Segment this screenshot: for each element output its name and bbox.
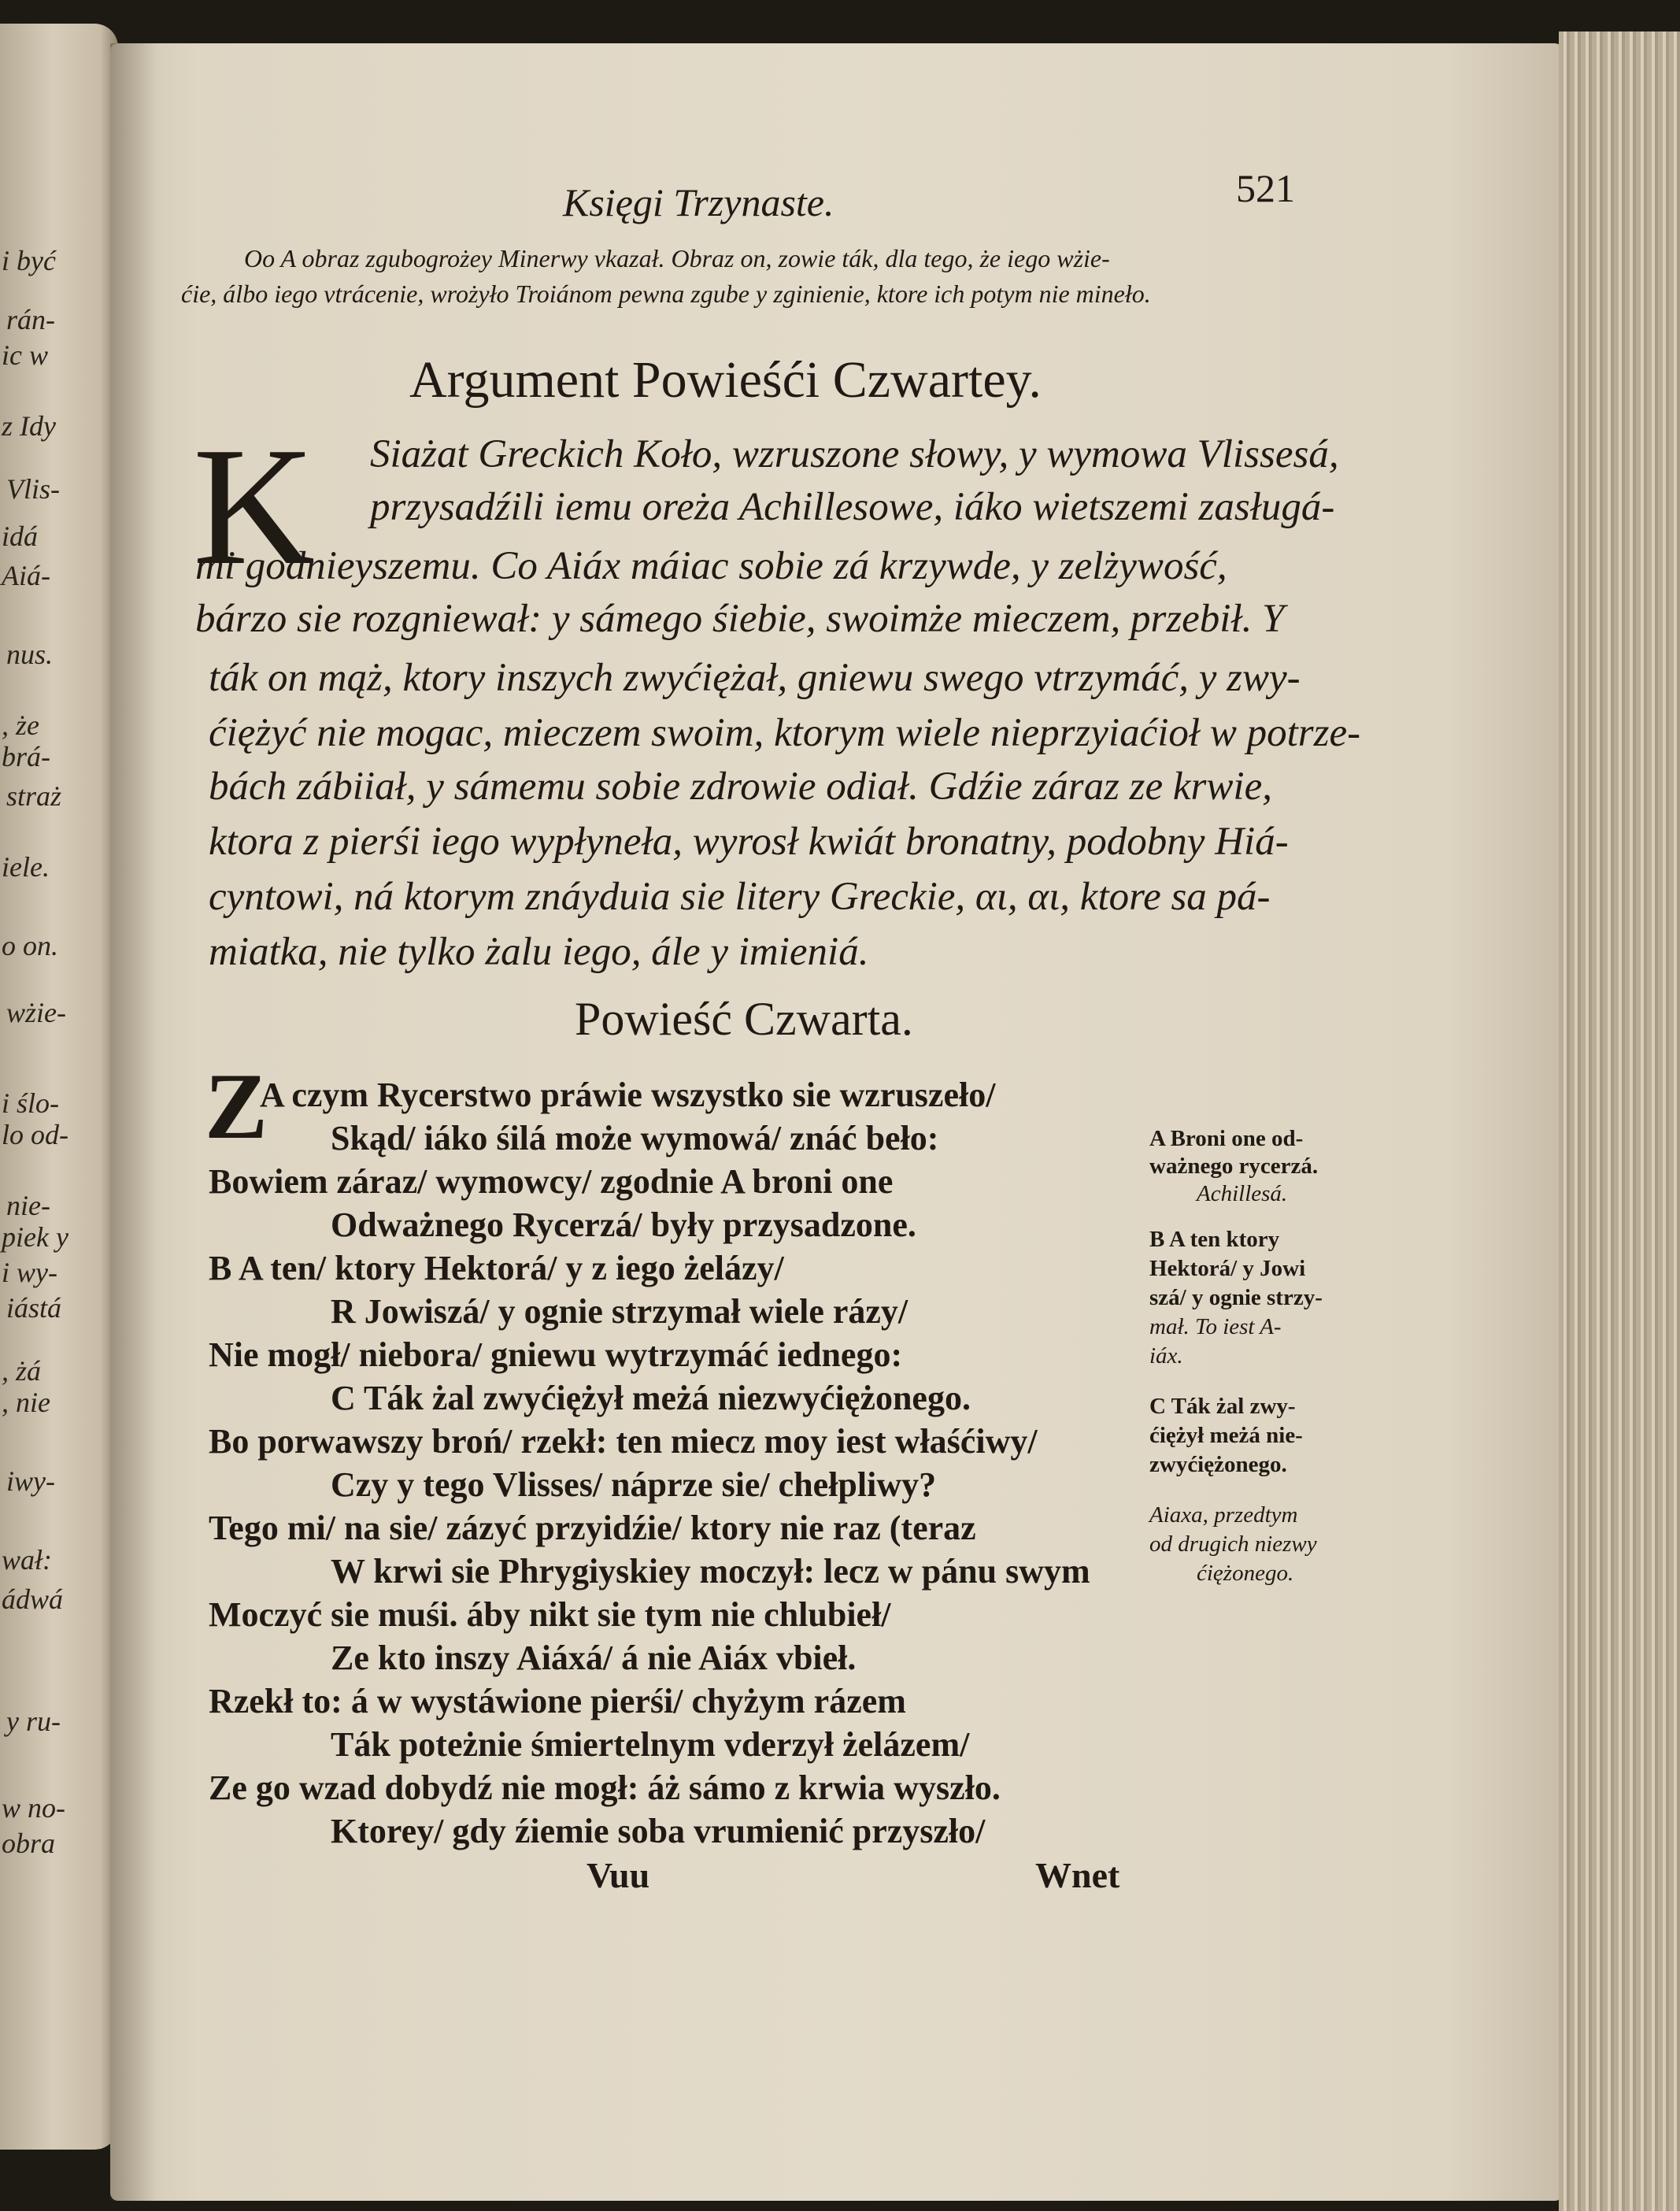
facing-page-fragment: nus. (6, 639, 54, 670)
verse-line: Moczyć sie muśi. áby nikt sie tym nie chlubieł/ (209, 1595, 891, 1634)
gloss-line: Aiaxa, przedtym (1149, 1502, 1298, 1528)
argument-line: ták on mąż, ktory inszych zwyćiężał, gniewu swego vtrzymáć, y zwy- (209, 656, 1301, 700)
gutter-shadow (110, 43, 157, 2201)
verse-line: Odważnego Rycerzá/ były przysadzone. (331, 1205, 916, 1244)
gloss-line: ćiężył meżá nie- (1149, 1423, 1303, 1448)
argument-line: Siażat Greckich Koło, wzruszone słowy, y wymowa Vlissesá, (370, 432, 1339, 476)
facing-page-fragment: w no- (2, 1792, 65, 1824)
top-note-line: ćie, álbo iego vtrácenie, wrożyło Troiánom pewna zgube y zginienie, ktore ich potym nie mineło. (181, 280, 1151, 308)
drop-cap: K (193, 412, 316, 600)
gloss-line: zwyćiężonego. (1149, 1452, 1287, 1477)
facing-page-fragment: lo od- (2, 1119, 68, 1150)
facing-page-fragment: piek y (2, 1221, 68, 1253)
argument-title: Argument Powieśći Czwartey. (409, 351, 1042, 409)
gloss-line: ważnego rycerzá. (1149, 1154, 1319, 1179)
verse-line: Ták poteżnie śmiertelnym vderzył żelázem/ (331, 1725, 970, 1764)
catchword: Wnet (1035, 1855, 1120, 1895)
verse-line: Czy y tego Vlisses/ náprze sie/ chełpliwy? (331, 1465, 937, 1504)
facing-page-fragment: iele. (2, 851, 50, 883)
facing-page-fragment: obra (2, 1828, 56, 1859)
page-number: 521 (1236, 166, 1295, 210)
facing-page-fragment: ic w (2, 339, 48, 371)
gloss-line: B A ten ktory (1149, 1227, 1280, 1252)
facing-page-fragment: brá- (2, 741, 50, 772)
top-note-line: Oo A obraz zgubogrożey Minerwy vkazał. Obraz on, zowie ták, dla tego, że iego wżie- (244, 244, 1110, 272)
tale-title: Powieść Czwarta. (575, 993, 913, 1045)
running-head: Księgi Trzynaste. (563, 180, 834, 224)
facing-page-fragment: Vlis- (6, 473, 60, 505)
gloss-line: C Ták żal zwy- (1149, 1394, 1296, 1419)
facing-page-fragment: wżie- (6, 997, 66, 1028)
facing-page-fragment: i ślo- (2, 1087, 60, 1119)
argument-line: cyntowi, ná ktorym znáyduia sie litery Greckie, αι, αι, ktore sa pá- (209, 875, 1271, 919)
argument-line: bách zábiiał, y sámemu sobie zdrowie odiał. Gdźie záraz ze krwie, (209, 765, 1272, 809)
signature-mark: Vuu (587, 1855, 650, 1895)
verse-line: C Ták żal zwyćiężył meżá niezwyćiężonego. (331, 1379, 971, 1417)
facing-page-fragment: z Idy (2, 410, 56, 442)
gloss-line: szá/ y ognie strzy- (1149, 1285, 1323, 1310)
argument-line: ktora z pierśi iego wypłyneła, wyrosł kwiát bronatny, podobny Hiá- (209, 820, 1289, 864)
verse-line: Skąd/ iáko śilá może wymowá/ znáć beło: (331, 1119, 939, 1157)
facing-page-fragment: i wy- (2, 1257, 57, 1288)
facing-page-fragment: iwy- (6, 1465, 55, 1497)
facing-page-fragment: wał: (2, 1544, 53, 1576)
facing-page-fragment: straż (6, 780, 62, 812)
facing-page-fragment: rán- (6, 304, 55, 335)
verse-line: R Jowiszá/ y ognie strzymał wiele rázy/ (331, 1292, 908, 1331)
verse-line: Bowiem záraz/ wymowcy/ zgodnie A broni one (209, 1162, 894, 1201)
verse-line: Ktorey/ gdy źiemie soba vrumienić przyszło/ (331, 1812, 986, 1850)
facing-page-fragment: idá (2, 520, 39, 552)
gloss-line: Hektorá/ y Jowi (1149, 1256, 1306, 1281)
verse-line: Nie mogł/ niebora/ gniewu wytrzymáć iednego: (209, 1335, 903, 1374)
argument-line: mi godnieyszemu. Co Aiáx máiac sobie zá krzywde, y zelżywość, (195, 544, 1227, 588)
facing-page-fragment: iástá (6, 1292, 62, 1324)
verse-line: A czym Rycerstwo práwie wszystko sie wzruszeło/ (260, 1076, 996, 1114)
facing-page-edge (0, 24, 118, 2150)
verse-line: Tego mi/ na sie/ zázyć przyidźie/ ktory nie raz (teraz (209, 1509, 976, 1547)
argument-line: miatka, nie tylko żalu iego, ále y imieniá. (209, 930, 869, 974)
gloss-line: Achillesá. (1197, 1181, 1288, 1206)
verse-line: Ze go wzad dobydź nie mogł: áż sámo z krwia wyszło. (209, 1768, 1001, 1807)
verse-line: Ze kto inszy Aiáxá/ á nie Aiáx vbieł. (331, 1639, 857, 1677)
facing-page-fragment: o on. (2, 930, 58, 961)
verse-line: Bo porwawszy broń/ rzekł: ten miecz moy iest właśćiwy/ (209, 1422, 1038, 1461)
argument-line: bárzo sie rozgniewał: y sámego śiebie, swoimże mieczem, przebił. Y (195, 597, 1285, 641)
facing-page-fragment: , że (2, 709, 39, 741)
gloss-line: mał. To iest A- (1149, 1314, 1282, 1339)
facing-page-fragment: Aiá- (2, 560, 50, 591)
facing-page-fragment: i być (2, 245, 56, 276)
verse-line: Rzekł to: á w wystáwione pierśi/ chyżym rázem (209, 1682, 906, 1720)
gloss-line: A Broni one od- (1149, 1126, 1304, 1151)
facing-page-fragment: , żá (2, 1355, 42, 1387)
facing-page-fragment: ádwá (2, 1583, 64, 1615)
facing-page-fragment: nie- (6, 1190, 50, 1221)
gloss-line: od drugich niezwy (1149, 1531, 1317, 1557)
facing-page-fragment: , nie (2, 1387, 50, 1418)
drop-cap: Z (205, 1054, 268, 1158)
argument-line: ćiężyć nie mogac, mieczem swoim, ktorym wiele nieprzyiaćioł w potrze- (209, 711, 1361, 755)
facing-page-fragment: y ru- (6, 1705, 61, 1737)
argument-line: przysadźili iemu oreża Achillesowe, iáko wietszemi zasługá- (370, 485, 1335, 529)
verse-line: B A ten/ ktory Hektorá/ y z iego żelázy/ (209, 1249, 784, 1287)
page-block-edges (1559, 31, 1680, 2211)
gloss-line: ćiężonego. (1197, 1561, 1294, 1586)
gloss-line: iáx. (1149, 1343, 1183, 1368)
verse-line: W krwi sie Phrygiyskiey moczył: lecz w pánu swym (331, 1552, 1090, 1591)
